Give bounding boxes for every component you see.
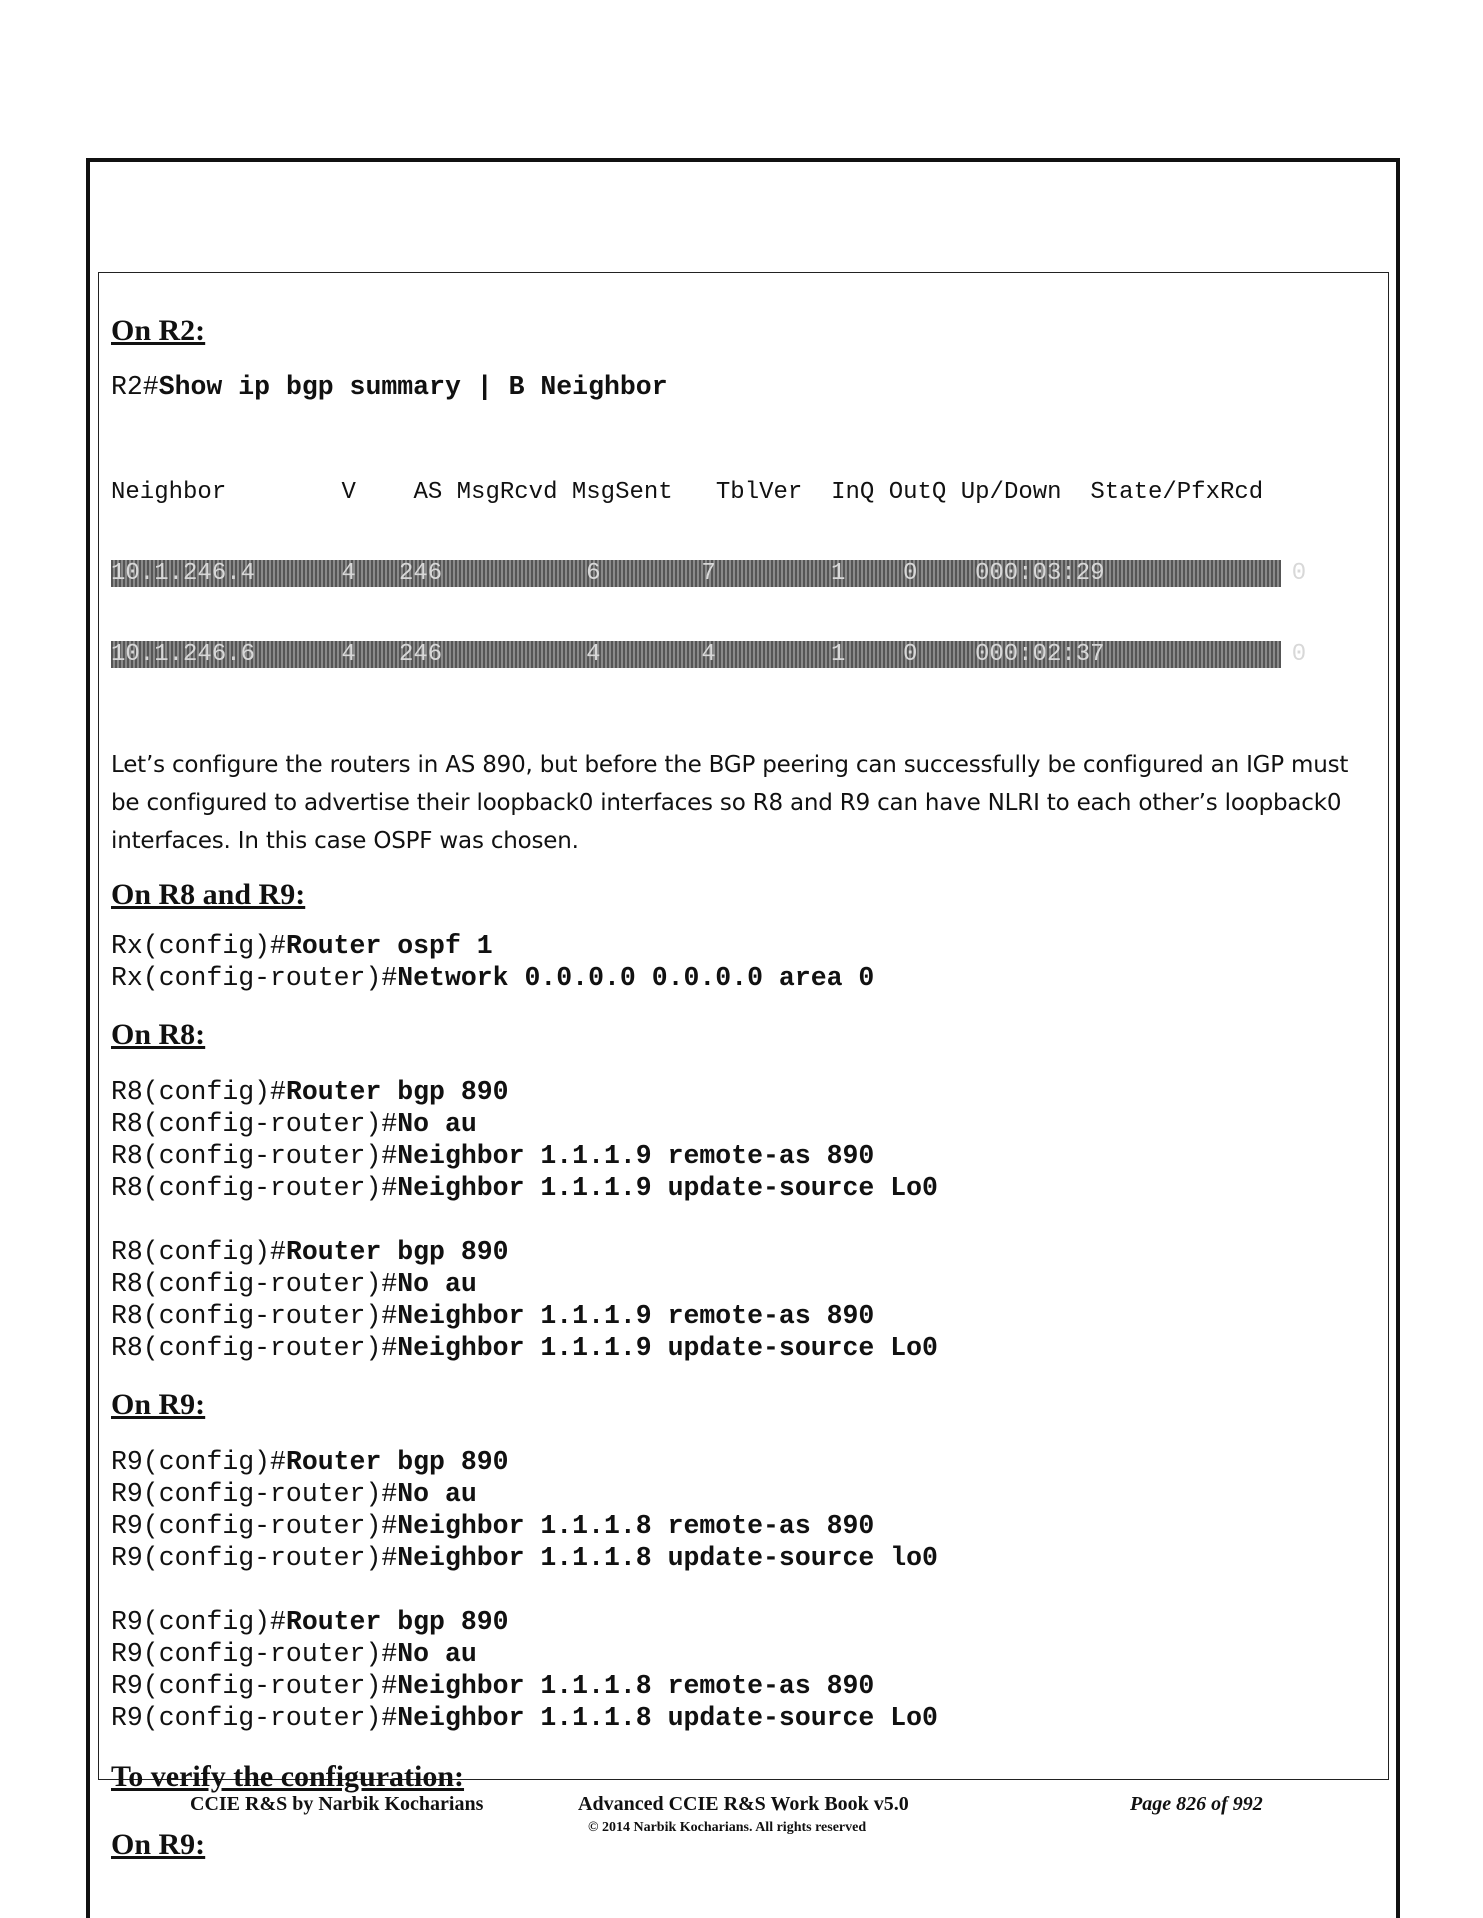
code-line (111, 1670, 1381, 1702)
code-command: Neighbor 1.1.1.9 update-source Lo0 (397, 1333, 938, 1363)
code-prompt: R9(config-router)# (111, 1703, 398, 1733)
code-line (111, 1172, 1381, 1204)
code-command: Router bgp 890 (285, 1237, 509, 1267)
heading-on-r9-verify: On R9: (111, 1828, 206, 1861)
cell-sent: 4 (701, 641, 716, 668)
code-line (111, 1268, 1381, 1300)
code-line (111, 1332, 1381, 1364)
cell-neighbor: 10.1.246.4 (111, 560, 256, 587)
code-block-r9-1 (111, 1446, 1381, 1574)
code-prompt: R9(config-router)# (111, 1479, 398, 1509)
cell-pfx: 0 (1291, 560, 1307, 587)
cell-rcvd: 6 (586, 560, 601, 587)
code-command: Neighbor 1.1.1.8 remote-as 890 (397, 1511, 875, 1541)
table-header: Neighbor V AS MsgRcvd MsgSent TblVer InQ OutQ Up/Down State/PfxRcd (111, 479, 1264, 506)
code-line (111, 1638, 1381, 1670)
code-block-ospf (111, 930, 1381, 994)
cell-outq: 0 (974, 560, 990, 587)
code-line (111, 930, 1381, 962)
code-prompt: R9(config-router)# (111, 1639, 398, 1669)
code-line (111, 1702, 1381, 1734)
cell-v: 4 (341, 641, 356, 668)
code-prompt: R9(config-router)# (111, 1511, 398, 1541)
code-prompt: R9(config)# (111, 1607, 286, 1637)
code-prompt: R8(config-router)# (111, 1301, 398, 1331)
intro-paragraph: Let’s configure the routers in AS 890, but before the BGP peering can successfully be configured an IGP must be configured to advertise their loopback0 interfaces so R8 and R9 can have NLRI to each other’s loopback0 interfaces. In this case OSPF was chosen. (111, 752, 1349, 854)
code-command: Neighbor 1.1.1.9 remote-as 890 (397, 1141, 875, 1171)
heading-on-r9: On R9: (111, 1388, 206, 1421)
table-row-2 (111, 641, 1307, 668)
code-command: Neighbor 1.1.1.8 update-source lo0 (397, 1543, 938, 1573)
code-command: No au (397, 1269, 477, 1299)
code-line (111, 1606, 1381, 1638)
code-line (111, 1236, 1381, 1268)
code-block-r8-1 (111, 1076, 1381, 1204)
cell-as: 246 (398, 560, 443, 587)
footer-author: CCIE R&S by Narbik Kocharians (190, 1793, 484, 1815)
code-prompt: Rx(config-router)# (111, 963, 398, 993)
footer-copyright: © 2014 Narbik Kocharians. All rights reserved (588, 1820, 867, 1835)
cell-neighbor: 10.1.246.6 (111, 641, 256, 668)
heading-on-r2: On R2: (111, 314, 206, 347)
code-prompt: R8(config)# (111, 1077, 286, 1107)
code-block-r9-2 (111, 1606, 1381, 1734)
footer-page-number: Page 826 of 992 (1130, 1793, 1263, 1815)
code-command: Neighbor 1.1.1.9 update-source Lo0 (397, 1173, 938, 1203)
cell-updown: 00:02:37 (989, 641, 1105, 668)
footer-book-title: Advanced CCIE R&S Work Book v5.0 (578, 1793, 909, 1815)
code-prompt: R8(config-router)# (111, 1333, 398, 1363)
code-prompt: R8(config)# (111, 1237, 286, 1267)
cell-pfx: 0 (1291, 641, 1307, 668)
code-command: Neighbor 1.1.1.8 remote-as 890 (397, 1671, 875, 1701)
bgp-summary-table (111, 425, 1381, 722)
cell-v: 4 (341, 560, 356, 587)
code-line (111, 1140, 1381, 1172)
content-area (111, 312, 1381, 1864)
code-prompt: R8(config-router)# (111, 1141, 398, 1171)
code-command: Router bgp 890 (285, 1607, 509, 1637)
code-command: Neighbor 1.1.1.8 update-source Lo0 (397, 1703, 938, 1733)
code-line (111, 1542, 1381, 1574)
code-prompt: R9(config-router)# (111, 1543, 398, 1573)
code-prompt: R8(config-router)# (111, 1173, 398, 1203)
cell-tblver: 1 (830, 560, 846, 587)
code-command: Neighbor 1.1.1.9 remote-as 890 (397, 1301, 875, 1331)
code-prompt: R9(config-router)# (111, 1671, 398, 1701)
code-command: Router bgp 890 (285, 1077, 509, 1107)
heading-on-r8-and-r9: On R8 and R9: (111, 878, 306, 911)
heading-on-r8: On R8: (111, 1018, 206, 1051)
cell-inq: 0 (902, 641, 918, 668)
cmd-text: Show ip bgp summary | B Neighbor (158, 372, 668, 402)
code-command: Router bgp 890 (285, 1447, 509, 1477)
code-line (111, 1108, 1381, 1140)
code-block-r8-2 (111, 1236, 1381, 1364)
heading-verify: To verify the configuration: (111, 1760, 465, 1793)
cell-updown: 00:03:29 (989, 560, 1105, 587)
code-command: No au (397, 1639, 477, 1669)
cell-as: 246 (398, 641, 443, 668)
cell-tblver: 1 (830, 641, 846, 668)
code-prompt: R8(config-router)# (111, 1269, 398, 1299)
code-line (111, 1300, 1381, 1332)
cell-outq: 0 (974, 641, 990, 668)
cell-rcvd: 4 (586, 641, 601, 668)
code-line (111, 1510, 1381, 1542)
code-line (111, 1478, 1381, 1510)
code-command: No au (397, 1109, 477, 1139)
cell-inq: 0 (902, 560, 918, 587)
code-prompt: R8(config-router)# (111, 1109, 398, 1139)
cmd-prompt: R2# (111, 372, 159, 402)
code-line (111, 962, 1381, 994)
table-row-1 (111, 560, 1307, 587)
code-prompt: Rx(config)# (111, 931, 286, 961)
code-line (111, 1446, 1381, 1478)
code-command: Network 0.0.0.0 0.0.0.0 area 0 (397, 963, 875, 993)
code-line (111, 1076, 1381, 1108)
r2-command-line (111, 371, 1381, 403)
code-command: No au (397, 1479, 477, 1509)
code-prompt: R9(config)# (111, 1447, 286, 1477)
code-command: Router ospf 1 (285, 931, 493, 961)
cell-sent: 7 (701, 560, 716, 587)
